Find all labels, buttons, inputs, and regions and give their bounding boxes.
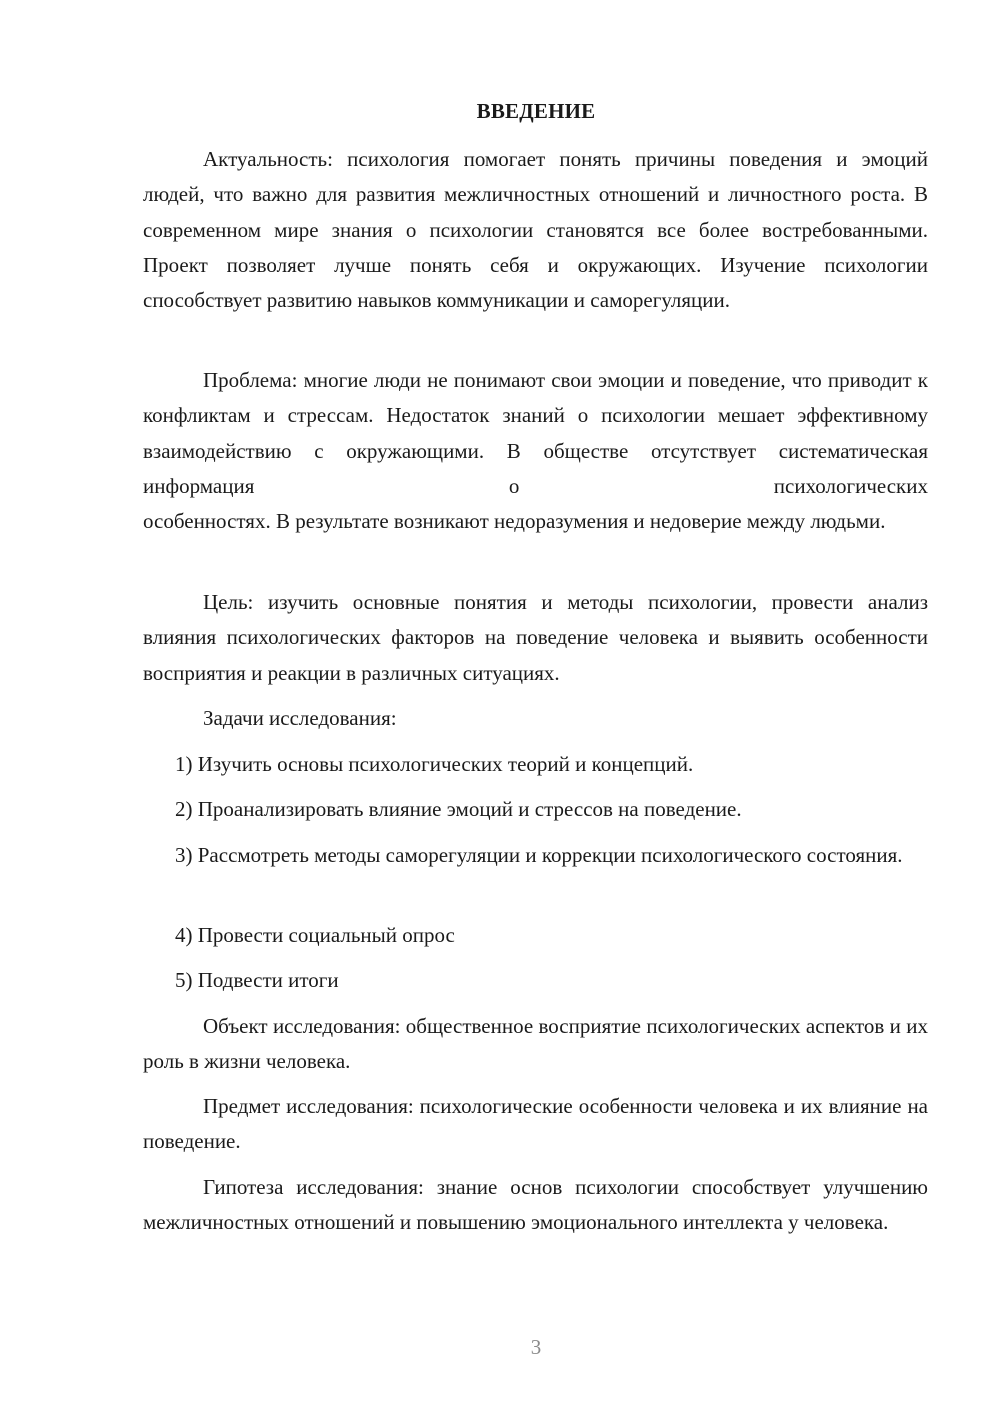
paragraph-problem: Проблема: многие люди не понимают свои эмоции и поведение, что приводит к конфликтам и стрессам. Недостаток знаний о психологии мешает эффективному взаимодействию с окружающими. В обществе отсутствует систематическая информация о психологических: [143, 368, 928, 498]
paragraph-relevance: Актуальность: психология помогает понять причины поведения и эмоций людей, что важно для развития межличностных отношений и личностного роста. В современном мире знания о психологии становятся все более востребованными. Проект позволяет лучше понять себя и окружающих. Изучение психологии способствует развитию навыков коммуникации и саморегуляции.: [143, 147, 928, 313]
task-item-2: 2) Проанализировать влияние эмоций и стрессов на поведение.: [175, 797, 742, 821]
section-heading: ВВЕДЕНИЕ: [476, 99, 596, 123]
task-5-block: [143, 963, 928, 998]
task-4-block: [143, 918, 928, 953]
paragraph-problem-continued: особенностях. В результате возникают недоразумения и недоверие между людьми.: [143, 509, 886, 534]
page-number: 3: [530, 1335, 542, 1359]
paragraph-goal: Цель: изучить основные понятия и методы психологии, провести анализ влияния психологических факторов на поведение человека и выявить особенности восприятия и реакции в различных ситуациях.: [143, 590, 928, 685]
task-item-3: 3) Рассмотреть методы саморегуляции и коррекции психологического состояния.: [175, 843, 903, 867]
tasks-title: Задачи исследования:: [203, 706, 397, 730]
object-block: [143, 1009, 928, 1080]
section-body-goal: [143, 585, 928, 691]
task-item-1: 1) Изучить основы психологических теорий и концепций.: [175, 752, 694, 776]
task-1-block: [143, 747, 928, 782]
task-item-5: 5) Подвести итоги: [175, 968, 339, 992]
paragraph-hypothesis: Гипотеза исследования: знание основ психологии способствует улучшению межличностных отношений и повышению эмоционального интеллекта у человека.: [143, 1175, 928, 1235]
task-2-block: [143, 792, 928, 827]
subject-block: [143, 1089, 928, 1160]
task-item-4: 4) Провести социальный опрос: [175, 923, 455, 947]
section-body-problem: [143, 363, 928, 539]
paragraph-object: Объект исследования: общественное восприятие психологических аспектов и их роль в жизни человека.: [143, 1014, 928, 1074]
task-3-block: [143, 838, 928, 873]
hypothesis-block: [143, 1170, 928, 1241]
tasks-title-block: [143, 701, 928, 736]
section-body: [143, 142, 928, 318]
paragraph-subject: Предмет исследования: психологические особенности человека и их влияние на поведение.: [143, 1094, 928, 1154]
